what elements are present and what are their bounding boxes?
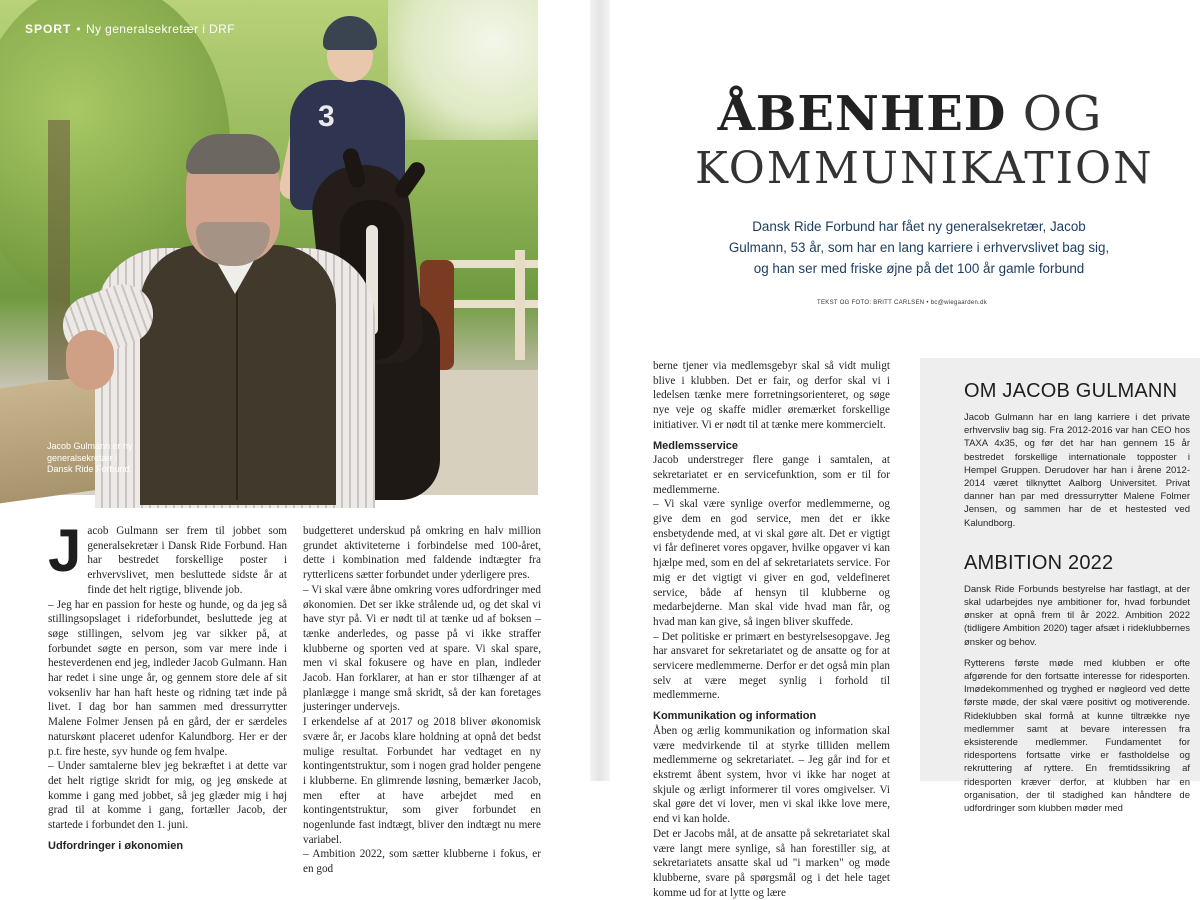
paragraph: berne tjener via medlemsgebyr skal så vidt muligt blive i klubben. Det er fair, og derfor skal vi i ledelsen tænke mere forretningsorienteret, og søge nye veje og skaffe midler øremærket forskellige initiativer. Vi er nødt til at tænke mere kommercielt. [653,360,890,431]
paragraph: Åben og ærlig kommunikation og information skal være medvirkende til at styrke tilliden mellem medlemmerne og sekretariatet. – Jeg går ind for et ekstremt åbent system, hvor vi ikke har noget at skjule og ærligt informerer til vores omgivelser. Vi skal gøre det vi lover, men vi skal ikke love mere, end vi kan holde. [653,724,890,826]
subheading: Udfordringer i økonomien [48,839,184,852]
fact-box-text: Jacob Gulmann har en lang karriere i det private erhvervsliv bag sig. Fra 2012-2016 var han CEO hos TAXA 4x35, og før det har han gennem 15 år bestredet forskellige internationale topposter i Hempel Gruppen. Derudover har han i årene 2012-2014 været tilknyttet Aalborg Universitet. Privat danner han par med dressurrytter Malene Folmer Jensen, og sammen har de et hestested ved Kalundborg. [964,412,1190,529]
paragraph: – Vi skal være synlige overfor medlemmerne, og give dem en god service, men det er ikke ensbetydende med, at vi skal gøre alt. Det er vigtigt vi får defineret vores opgaver, hvilke opgaver vi kan hjælpe med, som en del af sekretariatets service. For mig er det vigtigt vi giver en god, veldefineret service, både af hensyn til klubberne og medarbejderne. Man skal vide hvad man får, og hvad man kan give, så ingen bliver skuffede. [653,498,890,628]
fact-box [920,358,1200,815]
subheading: Kommunikation og information [653,710,817,723]
paragraph: – Under samtalerne blev jeg bekræftet i at dette var det helt rigtige skridt for mig, og jeg ønskede at komme i gang med jobbet, så jeg glæder mig i høj grad til at komme i gang, fortæller Jacob, der startede i forbundet den 1. juni. [48,760,287,832]
section-separator: • [76,22,81,36]
headline [695,86,1154,196]
paragraph: – Jeg har en passion for heste og hunde, og da jeg så stillingsopslaget i rideforbundet, besluttede jeg at søge stillingen, selvom jeg var sikker på, at forbundet søgte en person, som var mere inde i hesteverdenen end jeg, indleder Jacob Gulmann. Han har redet i sine unge år, og gennem store dele af sit voksenliv har han haft heste og ridning tæt inde på livet. I dag bor han sammen med dressurrytter Malene Folmer Jensen på en gård, der er særdeles naturskønt placeret udenfor Kalundborg. Her er der p.t. fire heste, syv hunde og fem hvalpe. [48,598,287,758]
article-column-3 [653,359,890,900]
paragraph: I erkendelse af at 2017 og 2018 bliver økonomisk svære år, er Jacobs klare holdning at opnå det bedst mulige resultat. Forbundet har vedtaget en ny kontingentstruktur, som i nogen grad holder pengene i klubberne. En glimrende løsning, bemærker Jacob, men efter at have arbejdet med en kontingentstruktur, som giver forbundet en nogenlunde fast indtægt, bliver den indtægt nu mere variabel. [303,716,541,846]
paragraph: budgetteret underskud på omkring en halv million grundet aktiviteterne i forbindelse med 100-året, dette i kombination med faldende indtægter fra rytterlicens sætter forbundet under yderligere pres. [303,525,541,582]
byline: TEKST OG FOTO: BRITT CARLSEN • bc@wiegaarden.dk [817,300,988,306]
subheading: Medlemsservice [653,439,738,452]
portrait-photo: 3 SPORT • Ny generalsekretær i DRF Jacob Gulmann er ny generalsekretær i Dansk Ride Forbund. [0,0,538,495]
section-topic: Ny generalsekretær i DRF [85,22,235,36]
drop-cap: J [48,517,82,584]
paragraph: Det er Jacobs mål, at de ansatte på sekretariatet skal være langt mere synlige, så han forestiller sig, at sekretariatets ansatte skal ud "i marken" og møde klubberne, svare på spørgsmål og i det hele taget komme ud for at lytte og lære [653,827,890,899]
article-column-1 [48,517,287,853]
fact-box-text: Dansk Ride Forbunds bestyrelse har fastlagt, at der skal udarbejdes nye ambitioner for, hvad forbundet ønsker at opnå frem til år 2022. Ambition 2022 (tidligere Ambition 2020) tager afsæt i rideklubbernes ønsker og behov. [964,583,1190,648]
headline-line-2: KOMMUNIKATION [695,143,1154,194]
left-page [0,0,590,876]
paragraph: – Ambition 2022, som sætter klubberne i fokus, er en god [303,848,541,876]
headline-word-bold: ÅBENHED [717,86,1007,142]
paragraph: acob Gulmann ser frem til jobbet som generalsekretær i Dansk Ride Forbund. Han har bestredet forskellige poster i erhvervslivet, men besluttede sidste år at finde det helt rigtige, blivende job. [87,525,287,596]
headline-word-light: OG [1022,86,1103,142]
paragraph: – Det politiske er primært en bestyrelsesopgave. Jeg har ansvaret for sekretariatet og de ansatte og for at servicere medlemmerne. Derfor er det også min plan selv at være meget synlig i forhold til medlemmerne. [653,630,890,702]
lead-paragraph: Dansk Ride Forbund har fået ny generalsekretær, Jacob Gulmann, 53 år, som har en lang karriere i erhvervslivet bag sig, og han ser med friske øjne på det 100 år gamle forbund [728,219,1110,276]
right-page [610,0,1200,899]
fact-box-title: AMBITION 2022 [964,551,1114,574]
fact-box-title: OM JACOB GULMANN [964,380,1178,402]
page-gutter [590,0,610,781]
section-name: SPORT [25,22,72,36]
section-label [25,22,235,36]
photo-caption: Jacob Gulmann er ny generalsekretær i Dansk Ride Forbund. [47,441,133,474]
paragraph: – Vi skal være åbne omkring vores udfordringer med økonomien. Det ser ikke strålende ud, og det skal vi have styr på. Vi er nødt til at tænke ud af boksen – tænke anderledes, og passe på vi ikke straffer klubberne og sporten ved at spare. Vi skal spare, men vi skal fokusere og have en plan, indleder Jacob. Han forklarer, at han er stor tilhænger af at planlægge i mange små skridt, så der kan foretages justeringer undervejs. [303,583,541,714]
paragraph: Jacob understreger flere gange i samtalen, at sekretariatet er en servicefunktion, som er til for medlemmerne. [653,454,890,496]
article-column-2 [303,524,541,877]
fact-box-text: Rytterens første møde med klubben er ofte afgørende for den fortsatte interesse for ridesporten. Imødekommenhed og tryghed er nøgleord ved dette første møde, der skal være positivt og motiverende. Rideklubben skal formå at kunne tiltrække nye medlemmer samt at bevare interessen fra eksisterende medlemmer. Fundamentet for ridesportens fortsatte virke er fastholdelse og rekruttering af ryttere. En fremtidssikring af ridesporten kræver derfor, at klubben har en organisation, der til stadighed kan håndtere de udfordringer som klubben møder med [964,657,1190,815]
